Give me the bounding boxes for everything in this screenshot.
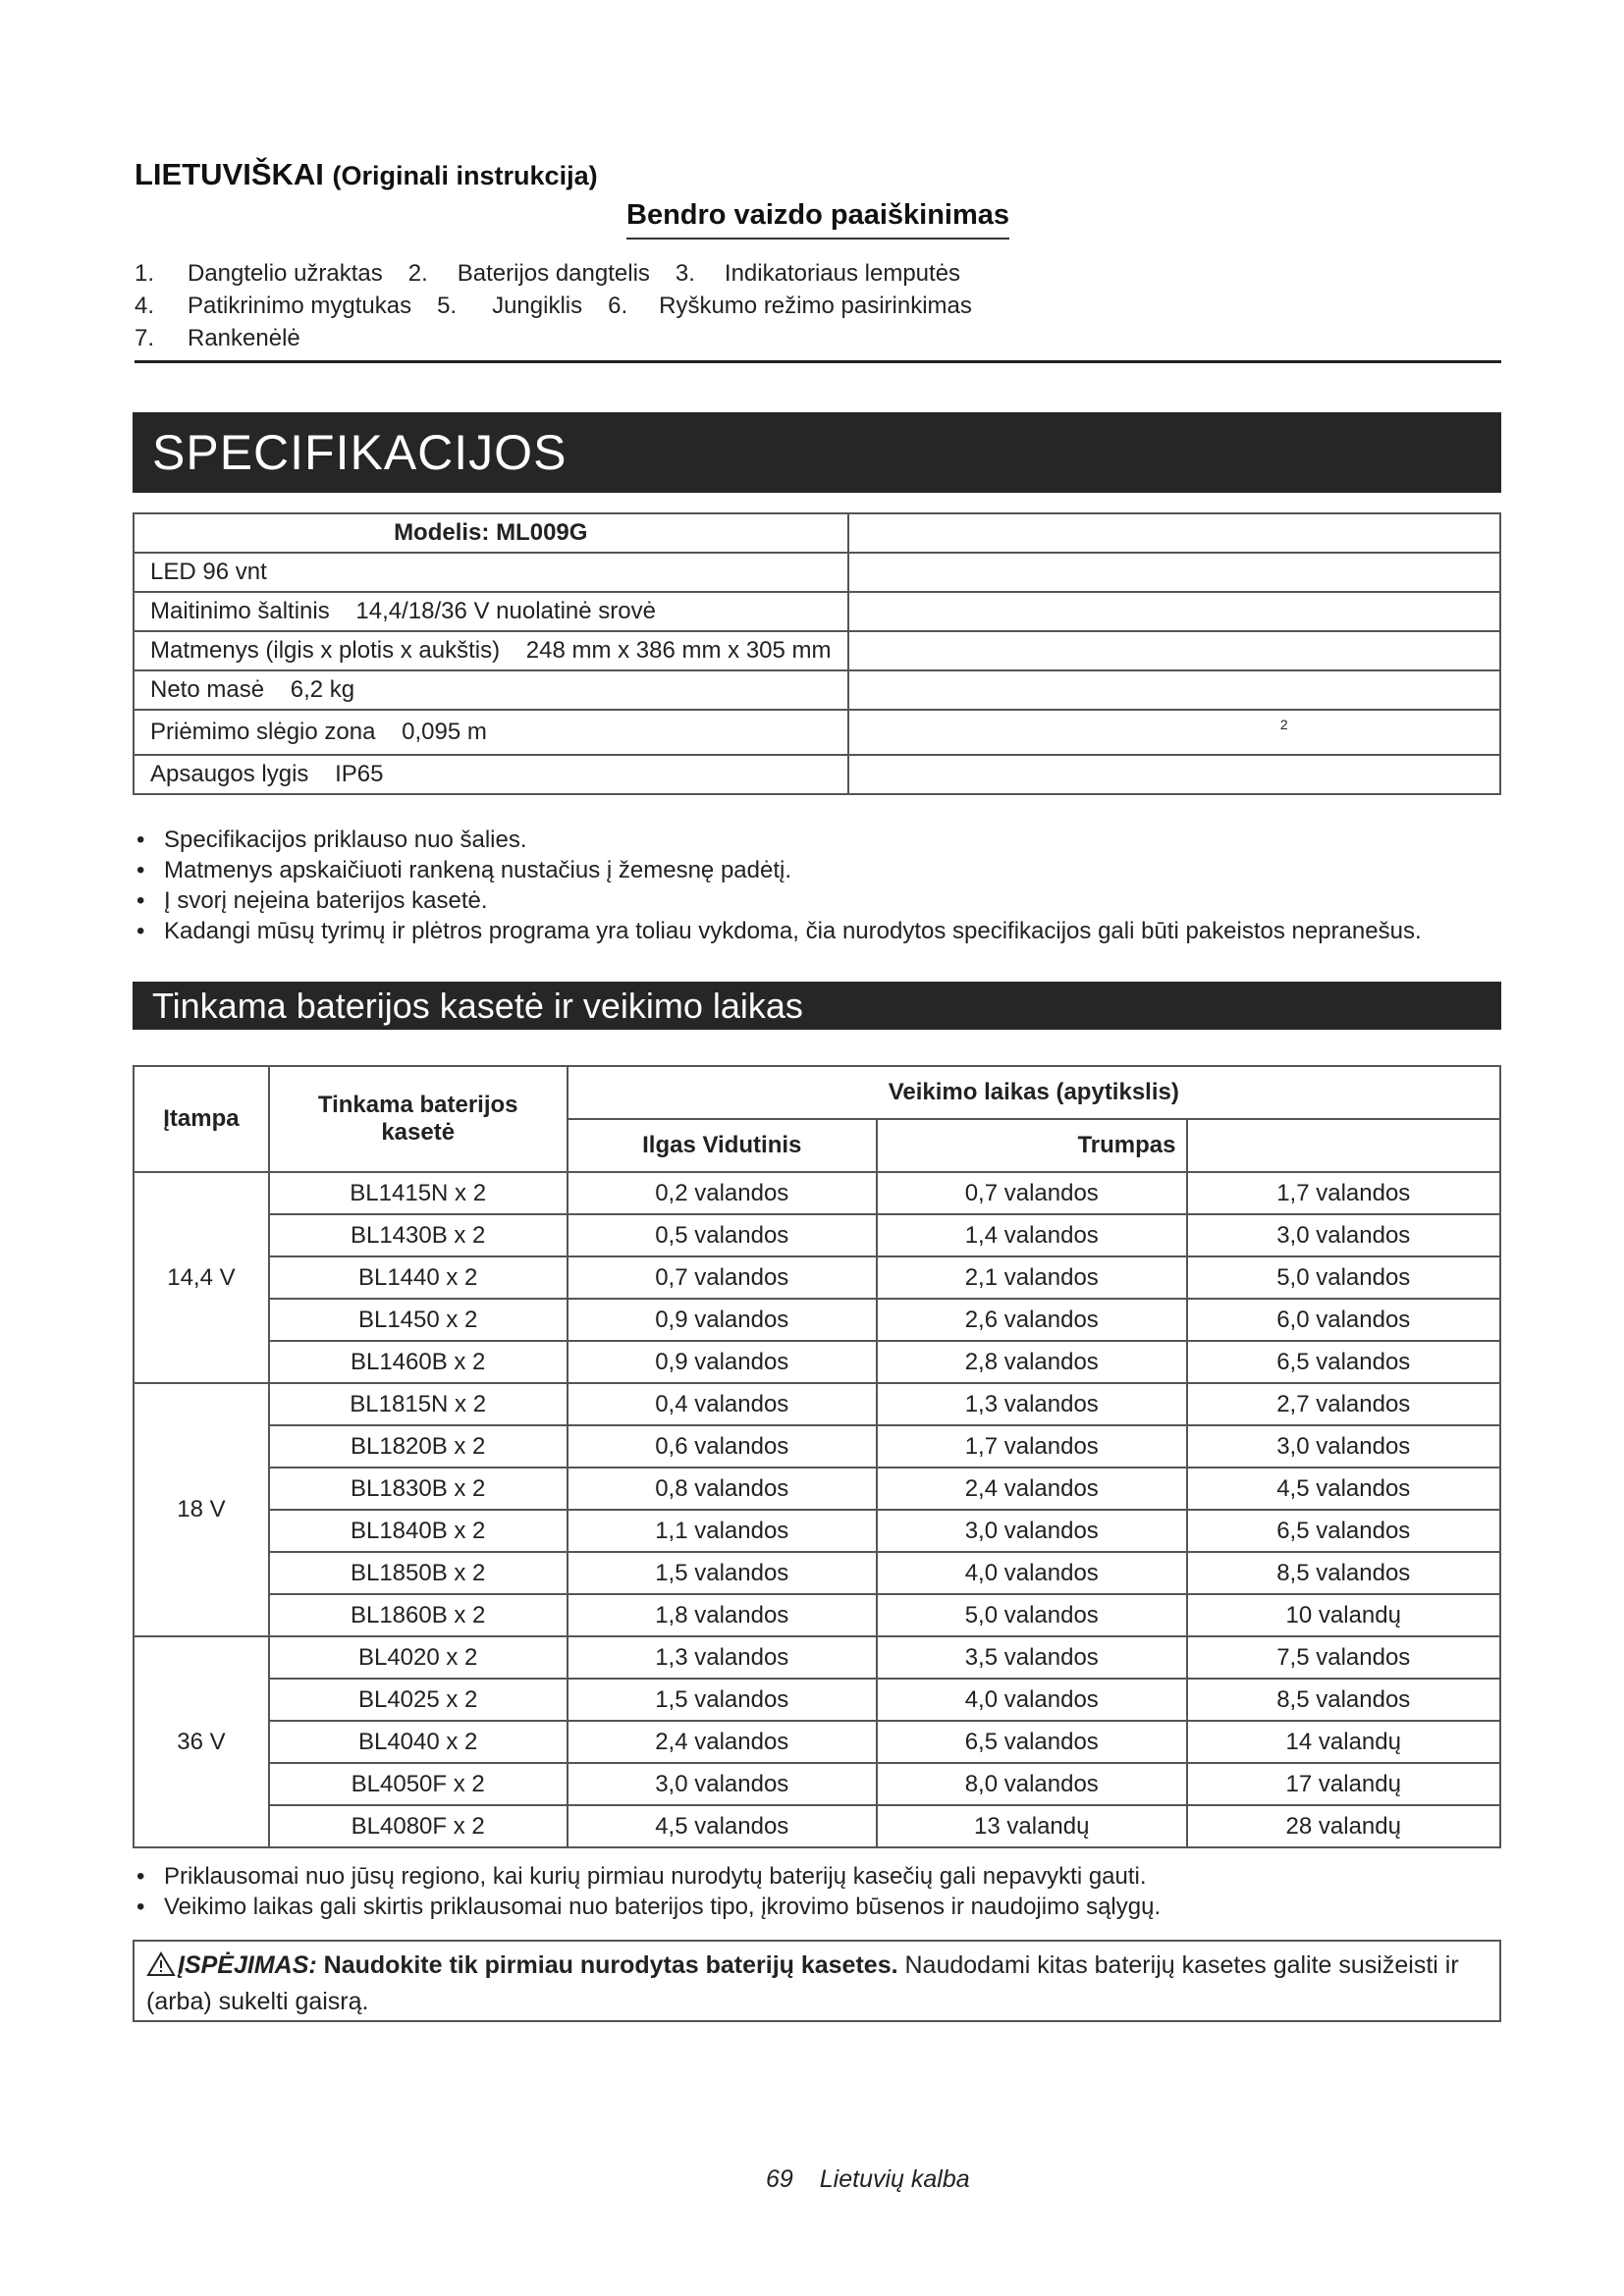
runtime-cell: 6,5 valandos: [877, 1721, 1187, 1763]
cartridge-cell: BL1820B x 2: [269, 1425, 568, 1468]
runtime-cell: 0,9 valandos: [568, 1341, 877, 1383]
specifications-table: [133, 512, 1501, 795]
legend-row: [135, 322, 972, 354]
legend-number: 3.: [675, 260, 695, 287]
runtime-cell: 1,3 valandos: [568, 1636, 877, 1679]
note-item: • Veikimo laikas gali skirtis priklausomai nuo baterijos tipo, įkrovimo būsenos ir naudojimo sąlygų.: [135, 1892, 1161, 1922]
header-voltage: Įtampa: [134, 1066, 269, 1172]
table-cell: [848, 553, 1500, 592]
voltage-cell: 18 V: [134, 1383, 269, 1636]
section-divider: [135, 360, 1501, 363]
runtime-cell: 3,0 valandos: [877, 1510, 1187, 1552]
cartridge-cell: BL1415N x 2: [269, 1172, 568, 1214]
runtime-cell: 8,5 valandos: [1187, 1679, 1501, 1721]
header-long-medium: Ilgas Vidutinis: [568, 1119, 877, 1172]
runtime-cell: 4,0 valandos: [877, 1552, 1187, 1594]
spec-led: LED 96 vnt: [134, 553, 848, 592]
voltage-cell: 14,4 V: [134, 1172, 269, 1383]
battery-banner: Tinkama baterijos kasetė ir veikimo laikas: [133, 982, 1501, 1030]
legend-label: Indikatoriaus lemputės: [724, 260, 961, 287]
runtime-cell: 1,4 valandos: [877, 1214, 1187, 1256]
spec-power-source: Maitinimo šaltinis 14,4/18/36 V nuolatinė srovė: [134, 592, 848, 631]
runtime-cell: 2,4 valandos: [568, 1721, 877, 1763]
runtime-cell: 3,0 valandos: [1187, 1425, 1501, 1468]
table-cell: [848, 670, 1500, 710]
header-cartridge: Tinkama baterijos kasetė: [269, 1066, 568, 1172]
legend-label: Rankenėlė: [188, 325, 300, 351]
legend-number: 2.: [407, 260, 428, 287]
warning-box: [133, 1940, 1501, 2022]
cartridge-cell: BL4040 x 2: [269, 1721, 568, 1763]
table-cell: [848, 755, 1500, 794]
legend-label: Jungiklis: [492, 293, 583, 319]
runtime-cell: 10 valandų: [1187, 1594, 1501, 1636]
spec-pressure-zone-superscript: 2: [848, 710, 1500, 755]
runtime-cell: 4,5 valandos: [568, 1805, 877, 1847]
table-header-row: [134, 1066, 1500, 1119]
legend-label: Patikrinimo mygtukas: [188, 293, 412, 319]
runtime-cell: 17 valandų: [1187, 1763, 1501, 1805]
cartridge-cell: BL1815N x 2: [269, 1383, 568, 1425]
runtime-cell: 1,7 valandos: [877, 1425, 1187, 1468]
table-row: [134, 1510, 1500, 1552]
table-row: [134, 1721, 1500, 1763]
spec-pressure-zone: Priėmimo slėgio zona 0,095 m: [134, 710, 848, 755]
note-item: • Matmenys apskaičiuoti rankeną nustačius į žemesnę padėtį.: [135, 855, 1422, 885]
runtime-cell: 3,0 valandos: [568, 1763, 877, 1805]
table-row: [134, 1805, 1500, 1847]
runtime-cell: 0,8 valandos: [568, 1468, 877, 1510]
runtime-cell: 6,5 valandos: [1187, 1341, 1501, 1383]
battery-runtime-table: [133, 1065, 1501, 1848]
spec-protection-level: Apsaugos lygis IP65: [134, 755, 848, 794]
runtime-cell: 13 valandų: [877, 1805, 1187, 1847]
runtime-cell: 28 valandų: [1187, 1805, 1501, 1847]
table-row: [134, 1425, 1500, 1468]
table-row: [134, 631, 1500, 670]
table-row: [134, 1256, 1500, 1299]
note-item: • Į svorį neįeina baterijos kasetė.: [135, 885, 1422, 916]
header-empty: [1187, 1119, 1501, 1172]
runtime-cell: 0,9 valandos: [568, 1299, 877, 1341]
runtime-cell: 2,1 valandos: [877, 1256, 1187, 1299]
footer-language: Lietuvių kalba: [819, 2165, 970, 2193]
legend-number: 5.: [437, 293, 458, 319]
table-row: [134, 1679, 1500, 1721]
table-row: [134, 592, 1500, 631]
page-footer: [766, 2165, 970, 2194]
section-language-title: [135, 157, 598, 192]
runtime-cell: 1,3 valandos: [877, 1383, 1187, 1425]
legend-row: [135, 290, 972, 322]
runtime-cell: 0,5 valandos: [568, 1214, 877, 1256]
legend-number: 6.: [608, 293, 628, 319]
parts-legend: [135, 257, 972, 354]
table-row: [134, 710, 1500, 755]
table-row: [134, 1341, 1500, 1383]
cartridge-cell: BL1460B x 2: [269, 1341, 568, 1383]
runtime-cell: 3,5 valandos: [877, 1636, 1187, 1679]
runtime-cell: 5,0 valandos: [877, 1594, 1187, 1636]
runtime-cell: 7,5 valandos: [1187, 1636, 1501, 1679]
table-row: [134, 1383, 1500, 1425]
runtime-cell: 0,4 valandos: [568, 1383, 877, 1425]
table-row: [134, 1636, 1500, 1679]
table-cell: [848, 513, 1500, 553]
runtime-cell: 0,7 valandos: [568, 1256, 877, 1299]
cartridge-cell: BL4020 x 2: [269, 1636, 568, 1679]
table-row: [134, 1299, 1500, 1341]
runtime-cell: 6,5 valandos: [1187, 1510, 1501, 1552]
warning-triangle-icon: [146, 1951, 176, 1986]
runtime-cell: 4,0 valandos: [877, 1679, 1187, 1721]
table-cell: [848, 631, 1500, 670]
note-item: • Priklausomai nuo jūsų regiono, kai kurių pirmiau nurodytų baterijų kasečių gali nepavykti gauti.: [135, 1861, 1161, 1892]
language-subtitle: (Originali instrukcija): [332, 161, 598, 190]
cartridge-cell: BL1860B x 2: [269, 1594, 568, 1636]
voltage-cell: 36 V: [134, 1636, 269, 1847]
cartridge-cell: BL1830B x 2: [269, 1468, 568, 1510]
cartridge-cell: BL4050F x 2: [269, 1763, 568, 1805]
runtime-cell: 1,8 valandos: [568, 1594, 877, 1636]
table-row: [134, 1594, 1500, 1636]
warning-text: Naudodami kitas baterijų kasetes galite susižeisti ir (arba) sukelti gaisrą.: [146, 1951, 1459, 2015]
legend-label: Baterijos dangtelis: [457, 260, 650, 287]
runtime-cell: 6,0 valandos: [1187, 1299, 1501, 1341]
model-label: Modelis: ML009G: [134, 513, 848, 553]
table-row: [134, 1552, 1500, 1594]
runtime-cell: 4,5 valandos: [1187, 1468, 1501, 1510]
note-item: • Specifikacijos priklauso nuo šalies.: [135, 825, 1422, 855]
runtime-cell: 3,0 valandos: [1187, 1214, 1501, 1256]
header-runtime: Veikimo laikas (apytikslis): [568, 1066, 1500, 1119]
cartridge-cell: BL1840B x 2: [269, 1510, 568, 1552]
cartridge-cell: BL4080F x 2: [269, 1805, 568, 1847]
runtime-cell: 0,2 valandos: [568, 1172, 877, 1214]
table-row: [134, 1763, 1500, 1805]
cartridge-cell: BL1430B x 2: [269, 1214, 568, 1256]
overview-title: Bendro vaizdo paaiškinimas: [626, 199, 1009, 240]
runtime-cell: 2,8 valandos: [877, 1341, 1187, 1383]
language-heading: LIETUVIŠKAI: [135, 157, 324, 191]
table-row: [134, 670, 1500, 710]
warning-emphasis: Naudokite tik pirmiau nurodytas baterijų kasetes.: [323, 1951, 898, 1979]
runtime-cell: 0,7 valandos: [877, 1172, 1187, 1214]
note-item: • Kadangi mūsų tyrimų ir plėtros programa yra toliau vykdoma, čia nurodytos specifikacijos gali būti pakeistos nepranešus.: [135, 916, 1422, 946]
runtime-cell: 1,1 valandos: [568, 1510, 877, 1552]
runtime-cell: 2,4 valandos: [877, 1468, 1187, 1510]
table-row: [134, 513, 1500, 553]
specification-notes: [135, 825, 1422, 946]
runtime-cell: 8,5 valandos: [1187, 1552, 1501, 1594]
cartridge-cell: BL1440 x 2: [269, 1256, 568, 1299]
specifications-banner: SPECIFIKACIJOS: [133, 412, 1501, 493]
runtime-cell: 2,6 valandos: [877, 1299, 1187, 1341]
legend-number: 7.: [135, 325, 155, 351]
table-cell: [848, 592, 1500, 631]
runtime-cell: 2,7 valandos: [1187, 1383, 1501, 1425]
runtime-cell: 1,5 valandos: [568, 1679, 877, 1721]
legend-number: 1.: [135, 260, 155, 287]
runtime-cell: 5,0 valandos: [1187, 1256, 1501, 1299]
cartridge-cell: BL1450 x 2: [269, 1299, 568, 1341]
warning-label: ĮSPĖJIMAS:: [178, 1951, 317, 1979]
cartridge-cell: BL1850B x 2: [269, 1552, 568, 1594]
table-row: [134, 1468, 1500, 1510]
header-short: Trumpas: [877, 1119, 1187, 1172]
legend-label: Ryškumo režimo pasirinkimas: [659, 293, 972, 319]
table-row: [134, 1172, 1500, 1214]
spec-dimensions: Matmenys (ilgis x plotis x aukštis) 248 mm x 386 mm x 305 mm: [134, 631, 848, 670]
spec-net-mass: Neto masė 6,2 kg: [134, 670, 848, 710]
runtime-cell: 14 valandų: [1187, 1721, 1501, 1763]
legend-number: 4.: [135, 293, 155, 319]
table-row: [134, 755, 1500, 794]
runtime-cell: 1,5 valandos: [568, 1552, 877, 1594]
table-row: [134, 553, 1500, 592]
table-row: [134, 1214, 1500, 1256]
page-number: 69: [766, 2165, 793, 2193]
runtime-cell: 1,7 valandos: [1187, 1172, 1501, 1214]
runtime-cell: 0,6 valandos: [568, 1425, 877, 1468]
cartridge-cell: BL4025 x 2: [269, 1679, 568, 1721]
battery-notes: [135, 1861, 1161, 1922]
legend-label: Dangtelio užraktas: [188, 260, 383, 287]
legend-row: [135, 257, 972, 290]
runtime-cell: 8,0 valandos: [877, 1763, 1187, 1805]
